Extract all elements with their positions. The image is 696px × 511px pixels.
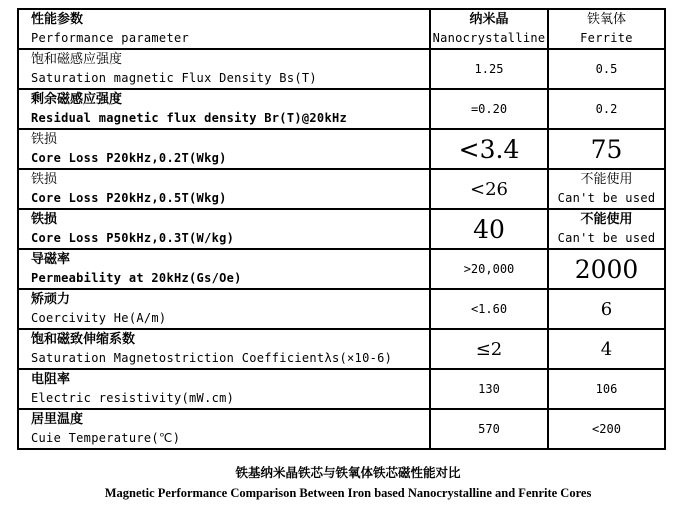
table-row (18, 289, 665, 329)
header-ferrite-en: Ferrite (580, 31, 633, 45)
param-cell (18, 209, 430, 249)
header-ferrite-cell (548, 9, 665, 49)
header-param-zh: 性能参数 (31, 12, 84, 27)
param-cell (18, 49, 430, 89)
table-row (18, 369, 665, 409)
nano-value: =0.20 (430, 89, 548, 129)
param-zh: 矫顽力 (31, 292, 71, 307)
nano-value: <1.60 (430, 289, 548, 329)
header-row (18, 9, 665, 49)
param-zh: 铁损 (31, 172, 58, 187)
param-cell (18, 89, 430, 129)
param-zh: 饱和磁感应强度 (31, 52, 123, 67)
caption-zh: 铁基纳米晶铁芯与铁氧体铁芯磁性能对比 (235, 465, 461, 480)
param-zh: 铁损 (31, 132, 58, 147)
param-en: Coercivity He(A/m) (31, 311, 167, 325)
param-en: Cuie Temperature(℃) (31, 431, 181, 445)
header-nano-cell (430, 9, 548, 49)
table-row (18, 129, 665, 169)
header-nano-en: Nanocrystalline (432, 31, 546, 45)
ferrite-value: <200 (548, 409, 665, 449)
ferrite-value: 6 (548, 289, 665, 329)
table-row (18, 249, 665, 289)
param-cell (18, 369, 430, 409)
table-row (18, 209, 665, 249)
table-row (18, 409, 665, 449)
nano-value: <26 (430, 169, 548, 209)
nano-value: 40 (430, 209, 548, 249)
param-en: Core Loss P50kHz,0.3T(W/kg) (31, 231, 235, 245)
nano-value: 570 (430, 409, 548, 449)
nano-value: ≤2 (430, 329, 548, 369)
param-zh: 居里温度 (31, 412, 84, 427)
ferrite-value: 0.5 (548, 49, 665, 89)
param-en: Saturation Magnetostriction Coefficientλs(×10-6) (31, 351, 393, 365)
param-cell (18, 129, 430, 169)
ferrite-cell (548, 169, 665, 209)
ferrite-zh: 不能使用 (580, 212, 633, 227)
comparison-table (17, 8, 666, 450)
ferrite-value: 4 (548, 329, 665, 369)
param-en: Residual magnetic flux density Br(T)@20kHz (31, 111, 348, 125)
ferrite-en: Can't be used (557, 191, 656, 205)
ferrite-value: 106 (548, 369, 665, 409)
param-en: Saturation magnetic Flux Density Bs(T) (31, 71, 317, 85)
nano-value: 1.25 (430, 49, 548, 89)
table-row (18, 329, 665, 369)
ferrite-value: 0.2 (548, 89, 665, 129)
ferrite-value: 75 (548, 129, 665, 169)
caption-en: Magnetic Performance Comparison Between Iron based Nanocrystalline and Fenrite Cores (104, 486, 592, 500)
param-cell (18, 409, 430, 449)
ferrite-zh: 不能使用 (580, 172, 633, 187)
header-param-cell (18, 9, 430, 49)
param-en: Permeability at 20kHz(Gs/Oe) (31, 271, 242, 285)
nano-value: >20,000 (430, 249, 548, 289)
table-row (18, 49, 665, 89)
nano-value: <3.4 (430, 129, 548, 169)
param-en: Core Loss P20kHz,0.2T(Wkg) (31, 151, 227, 165)
param-zh: 剩余磁感应强度 (31, 92, 123, 107)
nano-value: 130 (430, 369, 548, 409)
header-ferrite-zh: 铁氧体 (586, 12, 626, 27)
table-row (18, 169, 665, 209)
param-en: Core Loss P20kHz,0.5T(Wkg) (31, 191, 227, 205)
param-en: Electric resistivity(mW.cm) (31, 391, 235, 405)
param-cell (18, 289, 430, 329)
param-cell (18, 249, 430, 289)
ferrite-value: 2000 (548, 249, 665, 289)
param-zh: 饱和磁致伸缩系数 (31, 332, 136, 347)
param-zh: 导磁率 (31, 252, 71, 267)
table-row (18, 89, 665, 129)
param-zh: 电阻率 (31, 372, 71, 387)
param-zh: 铁损 (31, 212, 58, 227)
ferrite-en: Can't be used (557, 231, 656, 245)
param-cell (18, 329, 430, 369)
param-cell (18, 169, 430, 209)
header-nano-zh: 纳米晶 (469, 12, 509, 27)
ferrite-cell (548, 209, 665, 249)
header-param-en: Performance parameter (31, 31, 190, 45)
